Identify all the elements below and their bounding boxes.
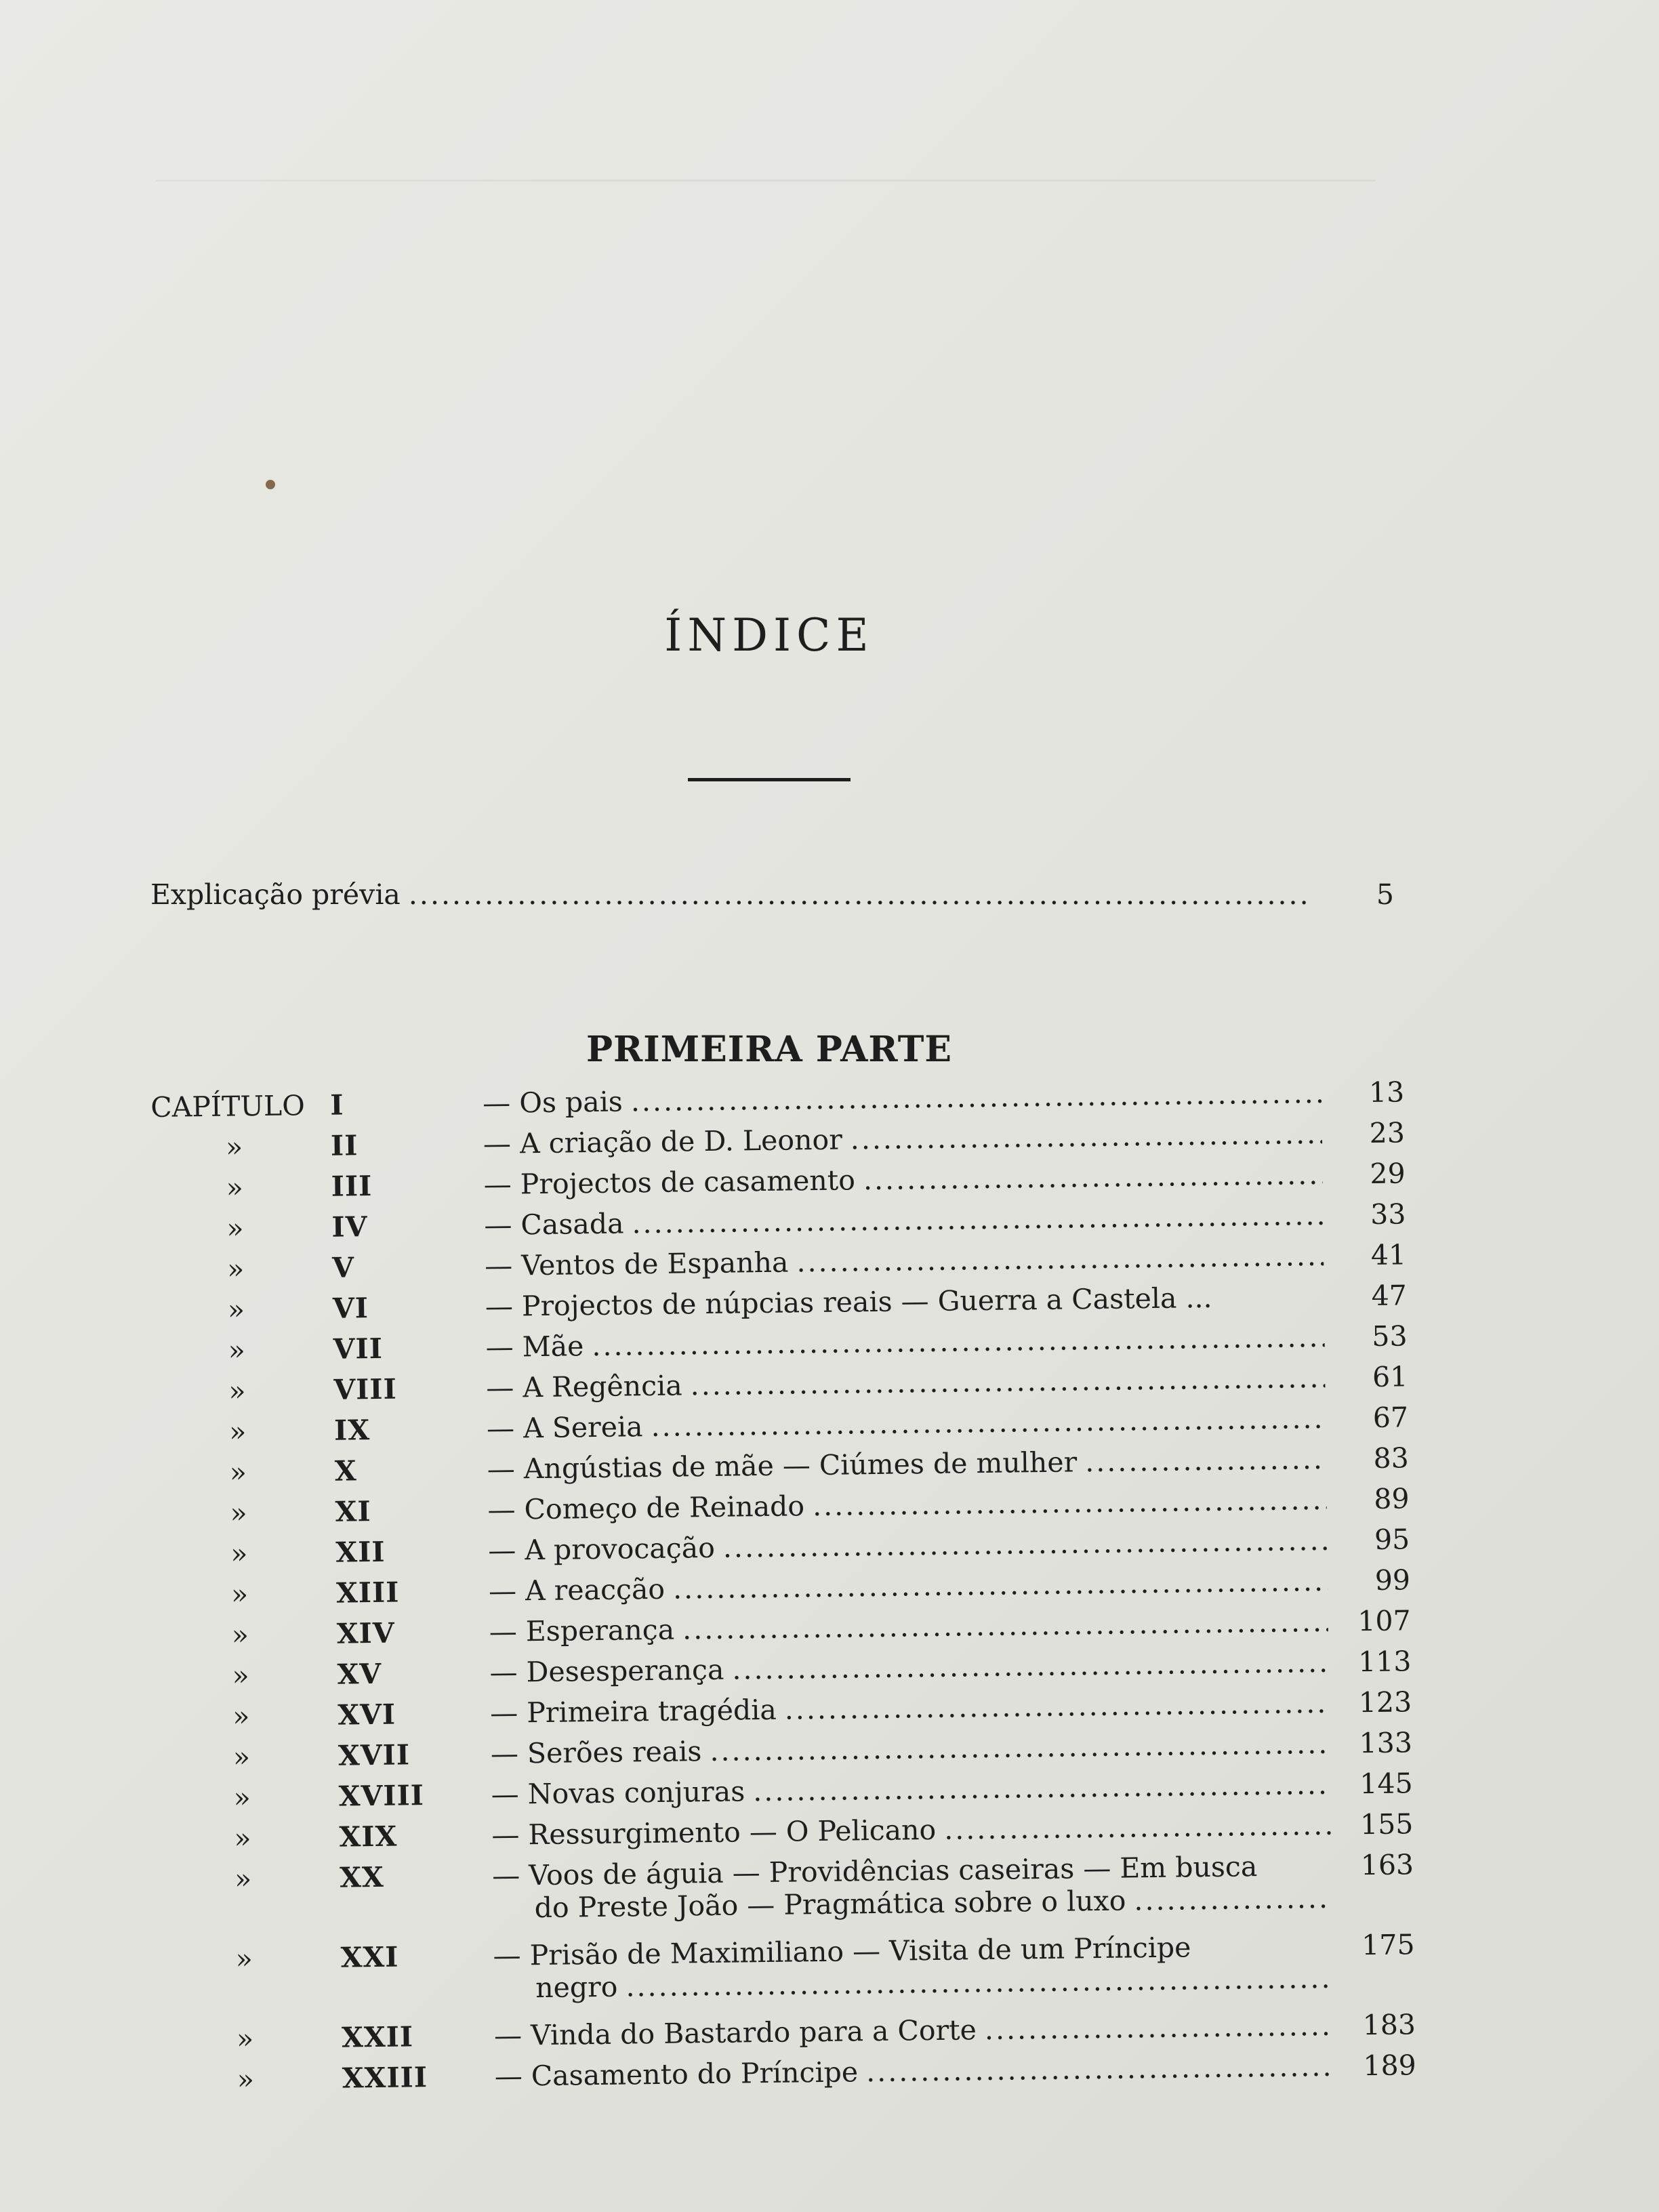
leader-dots [732, 1646, 1329, 1686]
chapter-title: — Projectos de casamento [483, 1164, 856, 1202]
chapter-prefix: » [228, 1374, 246, 1408]
chapter-number: X [334, 1454, 357, 1488]
chapter-prefix: » [226, 1171, 244, 1204]
chapter-page: 53 [1372, 1319, 1408, 1353]
chapter-prefix: » [230, 1537, 248, 1570]
chapter-title: — Angústias de mãe — Ciúmes de mulher [487, 1446, 1078, 1486]
chapter-number: IV [331, 1210, 368, 1244]
chapter-title: — Casamento do Príncipe [494, 2055, 859, 2093]
chapter-page: 189 [1363, 2049, 1416, 2083]
chapter-prefix: CAPÍTULO [150, 1089, 306, 1124]
chapter-page: 83 [1373, 1441, 1410, 1475]
chapter-page: 47 [1371, 1279, 1408, 1313]
preface-label: Explicação prévia [150, 878, 401, 911]
leader-dots [850, 1118, 1322, 1156]
chapter-title: — Vinda do Bastardo para a Corte [493, 2013, 977, 2052]
chapter-prefix: » [234, 1862, 252, 1896]
chapter-title: — A Regência [486, 1369, 682, 1404]
chapter-page: 23 [1369, 1116, 1406, 1150]
chapter-page: 67 [1372, 1401, 1409, 1434]
chapter-number: VIII [333, 1372, 398, 1406]
chapter-title: — Ressurgimento — O Pelicano [491, 1813, 937, 1851]
chapter-prefix: » [228, 1334, 246, 1367]
chapter-page: 89 [1374, 1482, 1410, 1515]
page-title: ÍNDICE [664, 609, 874, 662]
chapter-page: 145 [1359, 1767, 1413, 1801]
chapter-title: — A reacção [488, 1572, 665, 1607]
chapter-page: 123 [1358, 1685, 1412, 1719]
chapter-row [161, 1928, 1415, 2024]
leader-dots [682, 1605, 1328, 1646]
leader-dots [631, 1077, 1322, 1118]
chapter-page: 95 [1374, 1523, 1410, 1556]
leader-dots [1134, 1882, 1332, 1917]
chapter-page: 99 [1374, 1563, 1411, 1597]
chapter-page: 175 [1361, 1928, 1415, 1962]
preface-entry [150, 878, 1394, 916]
chapter-number: V [331, 1251, 355, 1284]
leader-dots [813, 1483, 1327, 1522]
chapter-row [160, 1848, 1414, 1944]
chapter-title: — Ventos de Espanha [484, 1246, 789, 1282]
chapter-title-continued: negro [535, 1970, 618, 2005]
chapter-number: IX [333, 1414, 371, 1447]
chapter-prefix: » [230, 1496, 248, 1530]
preface-page: 5 [1376, 878, 1394, 911]
leader-dots [784, 1687, 1329, 1726]
chapter-page: 155 [1359, 1807, 1414, 1841]
chapter-title: — Prisão de Maximiliano — Visita de um Príncipe [493, 1931, 1191, 1972]
chapter-prefix: » [231, 1618, 249, 1652]
chapter-title: — Desesperança [489, 1653, 724, 1689]
chapter-page: 29 [1370, 1157, 1406, 1191]
chapter-prefix: » [225, 1130, 243, 1164]
chapter-number: I [329, 1088, 344, 1122]
chapter-number: XI [335, 1495, 371, 1528]
chapter-title: — A criação de D. Leonor [483, 1123, 843, 1161]
chapter-number: XIII [335, 1576, 400, 1610]
chapter-title: — Esperança [489, 1613, 675, 1648]
chapter-prefix: » [233, 1781, 251, 1814]
chapter-title: — Novas conjuras [491, 1775, 745, 1811]
chapter-page: 41 [1370, 1238, 1407, 1272]
chapter-page: 13 [1368, 1076, 1405, 1109]
chapter-title: — Começo de Reinado [487, 1490, 805, 1526]
chapter-number: XXIII [342, 2061, 428, 2095]
leader-dots [723, 1524, 1328, 1564]
leader-dots [796, 1240, 1324, 1278]
leader-dots [753, 1768, 1330, 1807]
chapter-title: — Voos de águia — Providências caseiras — Em busca [491, 1850, 1258, 1892]
chapter-page: 163 [1360, 1848, 1414, 1882]
chapter-prefix: » [232, 1700, 250, 1733]
leader-dots [710, 1727, 1330, 1767]
chapter-page: 33 [1370, 1197, 1406, 1231]
chapter-prefix: » [229, 1456, 247, 1489]
leader-dots [409, 878, 1311, 911]
chapter-title: — Mãe [485, 1330, 584, 1364]
chapter-prefix: » [232, 1740, 251, 1774]
chapter-number: II [330, 1129, 359, 1162]
chapter-page: 183 [1362, 2008, 1416, 2042]
chapter-number: XXI [340, 1940, 399, 1974]
chapter-number: XX [339, 1860, 385, 1894]
chapter-page: 133 [1359, 1726, 1413, 1760]
title-divider [688, 778, 851, 781]
chapter-title: — A provocação [488, 1531, 716, 1567]
leader-dots [985, 2009, 1334, 2046]
chapter-title-continued: do Preste João — Pragmática sobre o luxo [534, 1884, 1126, 1925]
chapter-number: VII [333, 1332, 384, 1366]
chapter-page: 107 [1357, 1604, 1411, 1638]
chapter-prefix: » [232, 1659, 249, 1692]
chapter-number: XIV [336, 1616, 395, 1650]
chapter-number: XVIII [338, 1779, 425, 1813]
chapter-number: XXII [341, 2020, 414, 2054]
chapter-page: 113 [1357, 1645, 1412, 1679]
chapter-title: — Serões reais [490, 1735, 702, 1770]
leader-dots [866, 2050, 1334, 2088]
chapter-list [150, 1076, 1416, 2104]
chapter-prefix: » [228, 1415, 247, 1448]
part-title: PRIMEIRA PARTE [586, 1029, 953, 1071]
chapter-title: — A Sereia [486, 1410, 643, 1445]
chapter-prefix: » [230, 1578, 249, 1611]
chapter-prefix: » [227, 1293, 245, 1326]
leader-dots [944, 1809, 1331, 1846]
leader-dots [1085, 1443, 1326, 1478]
chapter-title: — Projectos de núpcias reais — Guerra a Castela ... [485, 1281, 1212, 1323]
paper-smudge [266, 480, 275, 489]
chapter-number: XV [337, 1657, 382, 1691]
chapter-number: XIX [339, 1820, 398, 1853]
chapter-prefix: » [226, 1252, 245, 1286]
chapter-title: — Os pais [482, 1085, 623, 1120]
show-through-rule [156, 180, 1376, 182]
chapter-prefix: » [226, 1212, 244, 1245]
leader-dots [863, 1158, 1323, 1196]
chapter-number: III [331, 1170, 373, 1203]
chapter-prefix: » [235, 1942, 253, 1975]
chapter-number: VI [332, 1292, 369, 1325]
chapter-prefix: » [236, 2022, 254, 2055]
chapter-title: — Casada [484, 1207, 624, 1242]
chapter-title: — Primeira tragédia [489, 1693, 777, 1729]
chapter-number: XII [335, 1535, 386, 1569]
chapter-page: 61 [1372, 1360, 1408, 1394]
chapter-prefix: » [234, 1822, 251, 1855]
chapter-number: XVI [337, 1698, 396, 1732]
chapter-prefix: » [237, 2063, 255, 2096]
chapter-number: XVII [337, 1738, 411, 1772]
leader-dots [690, 1361, 1325, 1401]
